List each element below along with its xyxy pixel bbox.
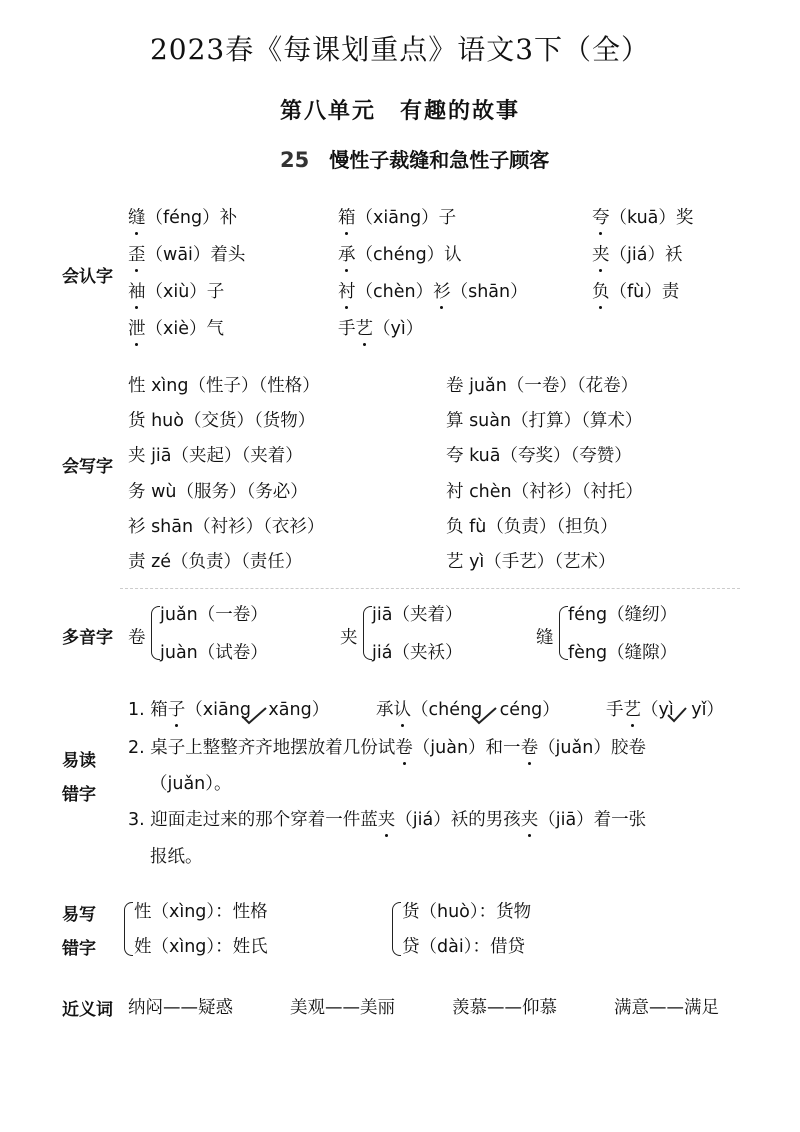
sentence-text: （jiá）袄的男孩: [395, 810, 521, 830]
recognize-item: [338, 204, 456, 229]
synonym-pair: 美观——美丽: [290, 998, 395, 1018]
recognize-item: [338, 241, 462, 266]
polyphonic-char: 缝: [536, 628, 554, 648]
dotted-char: 卷: [395, 734, 413, 759]
item-number: 3.: [128, 810, 145, 830]
write-item: 艺 yì（手艺）（艺术）: [446, 552, 616, 572]
section-miswrite-label-1: 易写: [62, 905, 96, 925]
polyphonic-reading: jiā（夹着）: [372, 605, 463, 625]
recognize-item: [338, 315, 423, 340]
misread-item-1: [128, 696, 329, 721]
polyphonic-char: 夹: [340, 628, 358, 648]
section-divider: [120, 588, 740, 589]
plain-char: 手: [338, 319, 356, 339]
miswrite-item: 姓（xìng）：姓氏: [134, 937, 268, 957]
polyphonic-reading: fèng（缝隙）: [568, 643, 678, 663]
recognize-item: [128, 204, 237, 229]
misread-item-3: [128, 806, 646, 831]
dotted-char: 缝: [128, 204, 146, 229]
pinyin-choice: （yì yǐ）: [641, 700, 724, 720]
polyphonic-reading: féng（缝纫）: [568, 605, 678, 625]
recognize-item: [128, 241, 245, 266]
misread-item-2-cont: （juǎn）。: [150, 774, 232, 794]
section-polyphonic-label: 多音字: [62, 628, 113, 648]
brace-icon: [124, 902, 133, 956]
brace-icon: [559, 606, 568, 660]
section-misread-label-1: 易读: [62, 751, 96, 771]
dotted-char: 夸: [592, 204, 610, 229]
item-number: 2.: [128, 738, 145, 758]
recognize-item: [592, 278, 679, 303]
dotted-char: 泄: [128, 315, 146, 340]
dotted-char: 负: [592, 278, 610, 303]
polyphonic-reading: juàn（试卷）: [160, 643, 268, 663]
section-write-label: 会写字: [62, 457, 113, 477]
misread-item-1b: [376, 696, 560, 721]
recognize-pinyin: （xiè）气: [145, 319, 224, 339]
lesson-name: 慢性子裁缝和急性子顾客: [329, 148, 550, 172]
write-item: 夹 jiā（夹起）（夹着）: [128, 446, 303, 466]
recognize-pinyin: （féng）补: [145, 208, 238, 228]
unit-heading: 第八单元 有趣的故事: [279, 99, 520, 124]
write-item: 务 wù（服务）（务必）: [128, 482, 308, 502]
recognize-pinyin: （yì）: [373, 319, 424, 339]
recognize-item: [338, 278, 528, 303]
write-item: 夸 kuā（夸奖）（夸赞）: [446, 446, 632, 466]
sentence-text: （juàn）和一: [412, 738, 521, 758]
dotted-char: 夹: [592, 241, 610, 266]
dotted-char: 子: [168, 696, 186, 721]
recognize-pinyin: （shān）: [450, 282, 528, 302]
write-item: 负 fù（负责）（担负）: [446, 517, 618, 537]
recognize-pinyin: （kuā）奖: [609, 208, 694, 228]
recognize-pinyin: （xiù）子: [145, 282, 225, 302]
dotted-char: 认: [394, 696, 412, 721]
recognize-pinyin: （jiá）袄: [609, 245, 683, 265]
section-recognize-label: 会认字: [62, 267, 113, 287]
plain-char: 承: [376, 700, 394, 720]
write-item: 货 huò（交货）（货物）: [128, 411, 316, 431]
sentence-text: （juǎn）胶卷: [538, 738, 646, 758]
dotted-char: 歪: [128, 241, 146, 266]
brace-icon: [392, 902, 401, 956]
section-synonyms-label: 近义词: [62, 1000, 113, 1020]
lesson-heading: [280, 144, 549, 173]
pinyin-choice: （xiāng xāng）: [185, 700, 330, 720]
sentence-text: 迎面走过来的那个穿着一件蓝: [150, 810, 378, 830]
section-misread-label-2: 错字: [62, 785, 96, 805]
write-item: 卷 juǎn（一卷）（花卷）: [446, 376, 639, 396]
misread-item-1c: [606, 696, 724, 721]
miswrite-item: 货（huò）：货物: [402, 902, 532, 922]
write-item: 算 suàn（打算）（算术）: [446, 411, 643, 431]
recognize-item: [592, 204, 693, 229]
dotted-char: 承: [338, 241, 356, 266]
brace-icon: [363, 606, 372, 660]
brace-icon: [151, 606, 160, 660]
write-item: 衫 shān（衬衫）（衣衫）: [128, 517, 325, 537]
recognize-item: [592, 241, 682, 266]
pinyin-choice: （chéng céng）: [411, 700, 560, 720]
plain-char: 箱: [150, 700, 168, 720]
synonym-pair: 纳闷——疑惑: [128, 998, 233, 1018]
dotted-char: 箱: [338, 204, 356, 229]
dotted-char: 袖: [128, 278, 146, 303]
lesson-number: 25: [280, 148, 310, 172]
checkmark-icon: [470, 706, 498, 726]
checkmark-icon: [240, 706, 268, 726]
dotted-char: 艺: [356, 315, 374, 340]
synonym-pair: 满意——满足: [614, 998, 719, 1018]
dotted-char: 衬: [338, 278, 356, 303]
recognize-pinyin: （chéng）认: [355, 245, 462, 265]
polyphonic-reading: jiá（夹袄）: [372, 643, 463, 663]
synonym-pair: 羡慕——仰慕: [452, 998, 557, 1018]
dotted-char: 夹: [378, 806, 396, 831]
page-title: 2023春《每课划重点》语文3下（全）: [149, 33, 651, 66]
recognize-pinyin: （wāi）着头: [145, 245, 246, 265]
misread-item-2: [128, 734, 646, 759]
write-item: 责 zé（负责）（责任）: [128, 552, 303, 572]
misread-item-3-cont: 报纸。: [150, 847, 203, 867]
checkmark-icon: [666, 706, 688, 724]
sentence-text: 桌子上整整齐齐地摆放着几份试: [150, 738, 396, 758]
dotted-char: 夹: [521, 806, 539, 831]
item-number: 1.: [128, 700, 145, 720]
recognize-item: [128, 278, 224, 303]
write-item: 性 xìng（性子）（性格）: [128, 376, 320, 396]
dotted-char: 艺: [624, 696, 642, 721]
dotted-char: 衫: [433, 278, 451, 303]
recognize-pinyin: （xiāng）子: [355, 208, 457, 228]
miswrite-item: 性（xìng）：性格: [134, 902, 268, 922]
write-item: 衬 chèn（衬衫）（衬托）: [446, 482, 643, 502]
plain-char: 手: [606, 700, 624, 720]
polyphonic-char: 卷: [128, 628, 146, 648]
miswrite-item: 贷（dài）：借贷: [402, 937, 525, 957]
recognize-item: [128, 315, 224, 340]
section-miswrite-label-2: 错字: [62, 939, 96, 959]
dotted-char: 卷: [521, 734, 539, 759]
polyphonic-reading: juǎn（一卷）: [160, 605, 268, 625]
recognize-pinyin: （fù）责: [609, 282, 680, 302]
recognize-pinyin: （chèn）: [355, 282, 434, 302]
sentence-text: （jiā）着一张: [538, 810, 647, 830]
